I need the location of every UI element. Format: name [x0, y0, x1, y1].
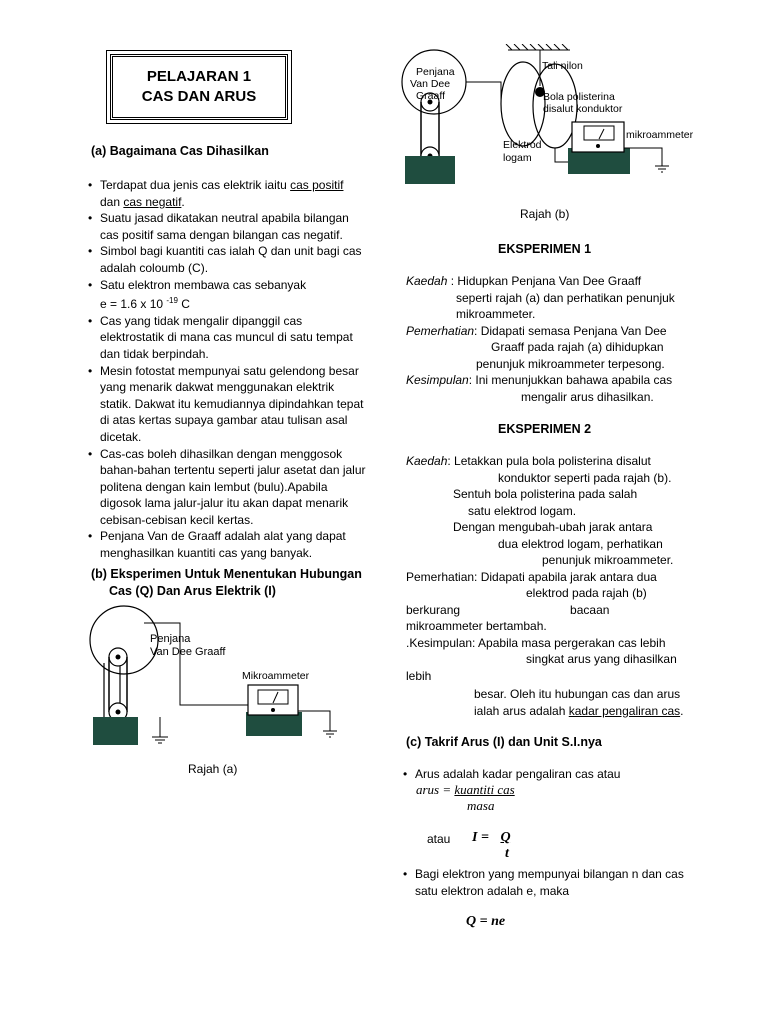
equation-text: e = 1.6 x 10 [100, 297, 167, 312]
section-b-heading-line1: (b) Eksperimen Untuk Menentukan Hubungan [91, 567, 362, 581]
equation-denominator: t [505, 846, 509, 861]
list-item: • Suatu jasad dikatakan neutral apabila bilangan cas positif sama dengan bilangan cas negatif. [86, 210, 368, 243]
label-line: Graaff [416, 90, 445, 102]
figure-b-meter-label: mikroammeter [626, 129, 694, 141]
atau-text: atau [427, 832, 451, 846]
figure-b-electrode-label [503, 139, 542, 165]
label-line: Van Dee [410, 78, 451, 90]
experiment-1-heading: EKSPERIMEN 1 [498, 242, 592, 256]
method-label: Kaedah [406, 274, 448, 288]
underlined-term: kadar pengaliran cas [568, 703, 681, 718]
figure-a-generator-label [150, 633, 225, 659]
label-line: Van Dee Graaff [150, 646, 226, 658]
section-a-heading: (a) Bagaimana Cas Dihasilkan [91, 144, 269, 158]
text-line: elektrod pada rajah (b) [526, 586, 647, 600]
equation-exponent: -19 [166, 296, 178, 306]
text-line: penunjuk mikroammeter terpesong. [476, 356, 665, 371]
list-item: • Cas-cas boleh dihasilkan dengan menggosok bahan-bahan tertentu seperti jalur asetat dan jalur politena dengan kain lembut (bulu).Apabila digosok lama jalur-jalur itu akan dapat menarik cebisan-cebisan kecil kertas. [86, 446, 368, 529]
bullet-text: dan [100, 194, 124, 209]
figure-b-caption: Rajah (b) [520, 207, 570, 221]
text-line: Graaff pada rajah (a) dihidupkan [491, 340, 664, 354]
list-item: • Mesin fotostat mempunyai satu gelendong besar yang menarik dakwat menggunakan elektrik statik. Dakwat itu kemudiannya dipindahkan tepat di atas kertas supaya gambar atau tulisan asal dicetak. [86, 363, 368, 446]
text-line: ialah arus adalah [474, 703, 569, 718]
generator-base [93, 717, 138, 745]
text-line: : Didapati semasa Penjana Van Dee [474, 323, 667, 338]
label-line: Penjana [416, 66, 455, 78]
label-line: Elektrod [503, 139, 542, 151]
text-line: Dengan mengubah-ubah jarak antara [453, 520, 653, 534]
section-b-heading [91, 566, 362, 600]
figure-a-caption: Rajah (a) [188, 762, 238, 776]
equation-denominator: masa [467, 798, 495, 813]
list-item: • Penjana Van de Graaff adalah alat yang dapat menghasilkan kuantiti cas yang banyak. [86, 528, 368, 561]
text-line: : Hidupkan Penjana Van Dee Graaff [447, 274, 642, 288]
equation-current-words [416, 782, 515, 798]
list-item: • Cas yang tidak mengalir dipanggil cas elektrostatik di mana cas muncul di satu tempat dan tidak berpindah. [86, 313, 368, 363]
equation-numerator: kuantiti cas [454, 782, 515, 797]
section-a-list [86, 177, 368, 562]
label-line: Bola polisterina [543, 91, 615, 103]
list-item: • Arus adalah kadar pengaliran cas atau [401, 766, 701, 783]
text-line: konduktor seperti pada rajah (b). [498, 470, 672, 485]
text-line: mikroammeter bertambah. [406, 619, 547, 633]
experiment-2-heading: EKSPERIMEN 2 [498, 422, 592, 436]
section-c-list-1 [401, 766, 701, 783]
list-item: • Bagi elektron yang mempunyai bilangan n dan cas satu elektron adalah e, maka [401, 866, 701, 899]
text-line: mikroammeter. [456, 307, 536, 321]
equation-lhs: I = [472, 830, 489, 845]
text-line: lebih [406, 668, 432, 683]
conclusion-label: Kesimpulan [406, 373, 469, 387]
bullet-text: . [181, 194, 185, 209]
equation-lhs: arus = [416, 782, 452, 797]
section-c-heading: (c) Takrif Arus (I) dan Unit S.I.nya [406, 735, 602, 749]
label-line: disalut konduktor [543, 103, 623, 115]
figure-a-diagram [80, 605, 350, 755]
text-line: bacaan [570, 602, 610, 617]
list-item: • Simbol bagi kuantiti cas ialah Q dan unit bagi cas adalah coloumb (C). [86, 243, 368, 276]
text-line: seperti rajah (a) dan perhatikan penunjuk [456, 290, 675, 305]
lesson-title-line2: CAS DAN ARUS [141, 88, 257, 105]
label-line: Penjana [150, 633, 191, 645]
text-line: : Letakkan pula bola polisterina disalut [447, 454, 651, 468]
equation-charge: Q = ne [466, 914, 506, 929]
section-c-list-2 [401, 866, 701, 899]
bullet-text: Satu elektron membawa cas sebanyak [100, 277, 307, 292]
underlined-term: cas negatif [123, 194, 182, 209]
text-line: mengalir arus dihasilkan. [521, 389, 654, 404]
list-item [86, 177, 368, 210]
text-line: Sentuh bola polisterina pada salah [453, 487, 638, 501]
experiment-1-body [406, 273, 736, 405]
equation-numerator: Q [500, 830, 511, 845]
text-line: dua elektrod logam, perhatikan [498, 536, 663, 551]
text-line: besar. Oleh itu hubungan cas dan arus [474, 687, 681, 701]
figure-a-meter-label: Mikroammeter [242, 670, 310, 682]
text-line: penunjuk mikroammeter. [542, 553, 674, 567]
experiment-2-body [406, 453, 746, 719]
lesson-title-box [110, 54, 288, 120]
text-line: .Kesimpulan: Apabila masa pergerakan cas lebih [406, 635, 666, 650]
list-item [86, 277, 368, 313]
equation-unit: C [177, 297, 190, 312]
text-line: berkurang [406, 602, 461, 617]
lesson-title-line1: PELAJARAN 1 [146, 68, 252, 85]
label-line: logam [503, 152, 532, 164]
text-line: singkat arus yang dihasilkan [526, 652, 677, 666]
equation-current-symbols [472, 830, 511, 846]
underlined-term: cas positif [290, 178, 344, 192]
text-line: satu elektrod logam. [468, 503, 577, 518]
generator-base [405, 156, 455, 184]
method-label: Kaedah [406, 454, 448, 468]
figure-b-generator-label [410, 66, 455, 102]
text-line: Pemerhatian: Didapati apabila jarak antara dua [406, 569, 657, 584]
figure-b-string-label: Tali nilon [542, 60, 583, 72]
figure-b-ball-label [543, 91, 622, 115]
section-b-heading-line2: Cas (Q) Dan Arus Elektrik (I) [109, 584, 276, 598]
observation-label: Pemerhatian [406, 323, 475, 338]
text-line: . [680, 703, 684, 718]
text-line: : Ini menunjukkan bahawa apabila cas [468, 373, 673, 387]
bullet-text: Terdapat dua jenis cas elektrik iaitu [100, 178, 291, 192]
